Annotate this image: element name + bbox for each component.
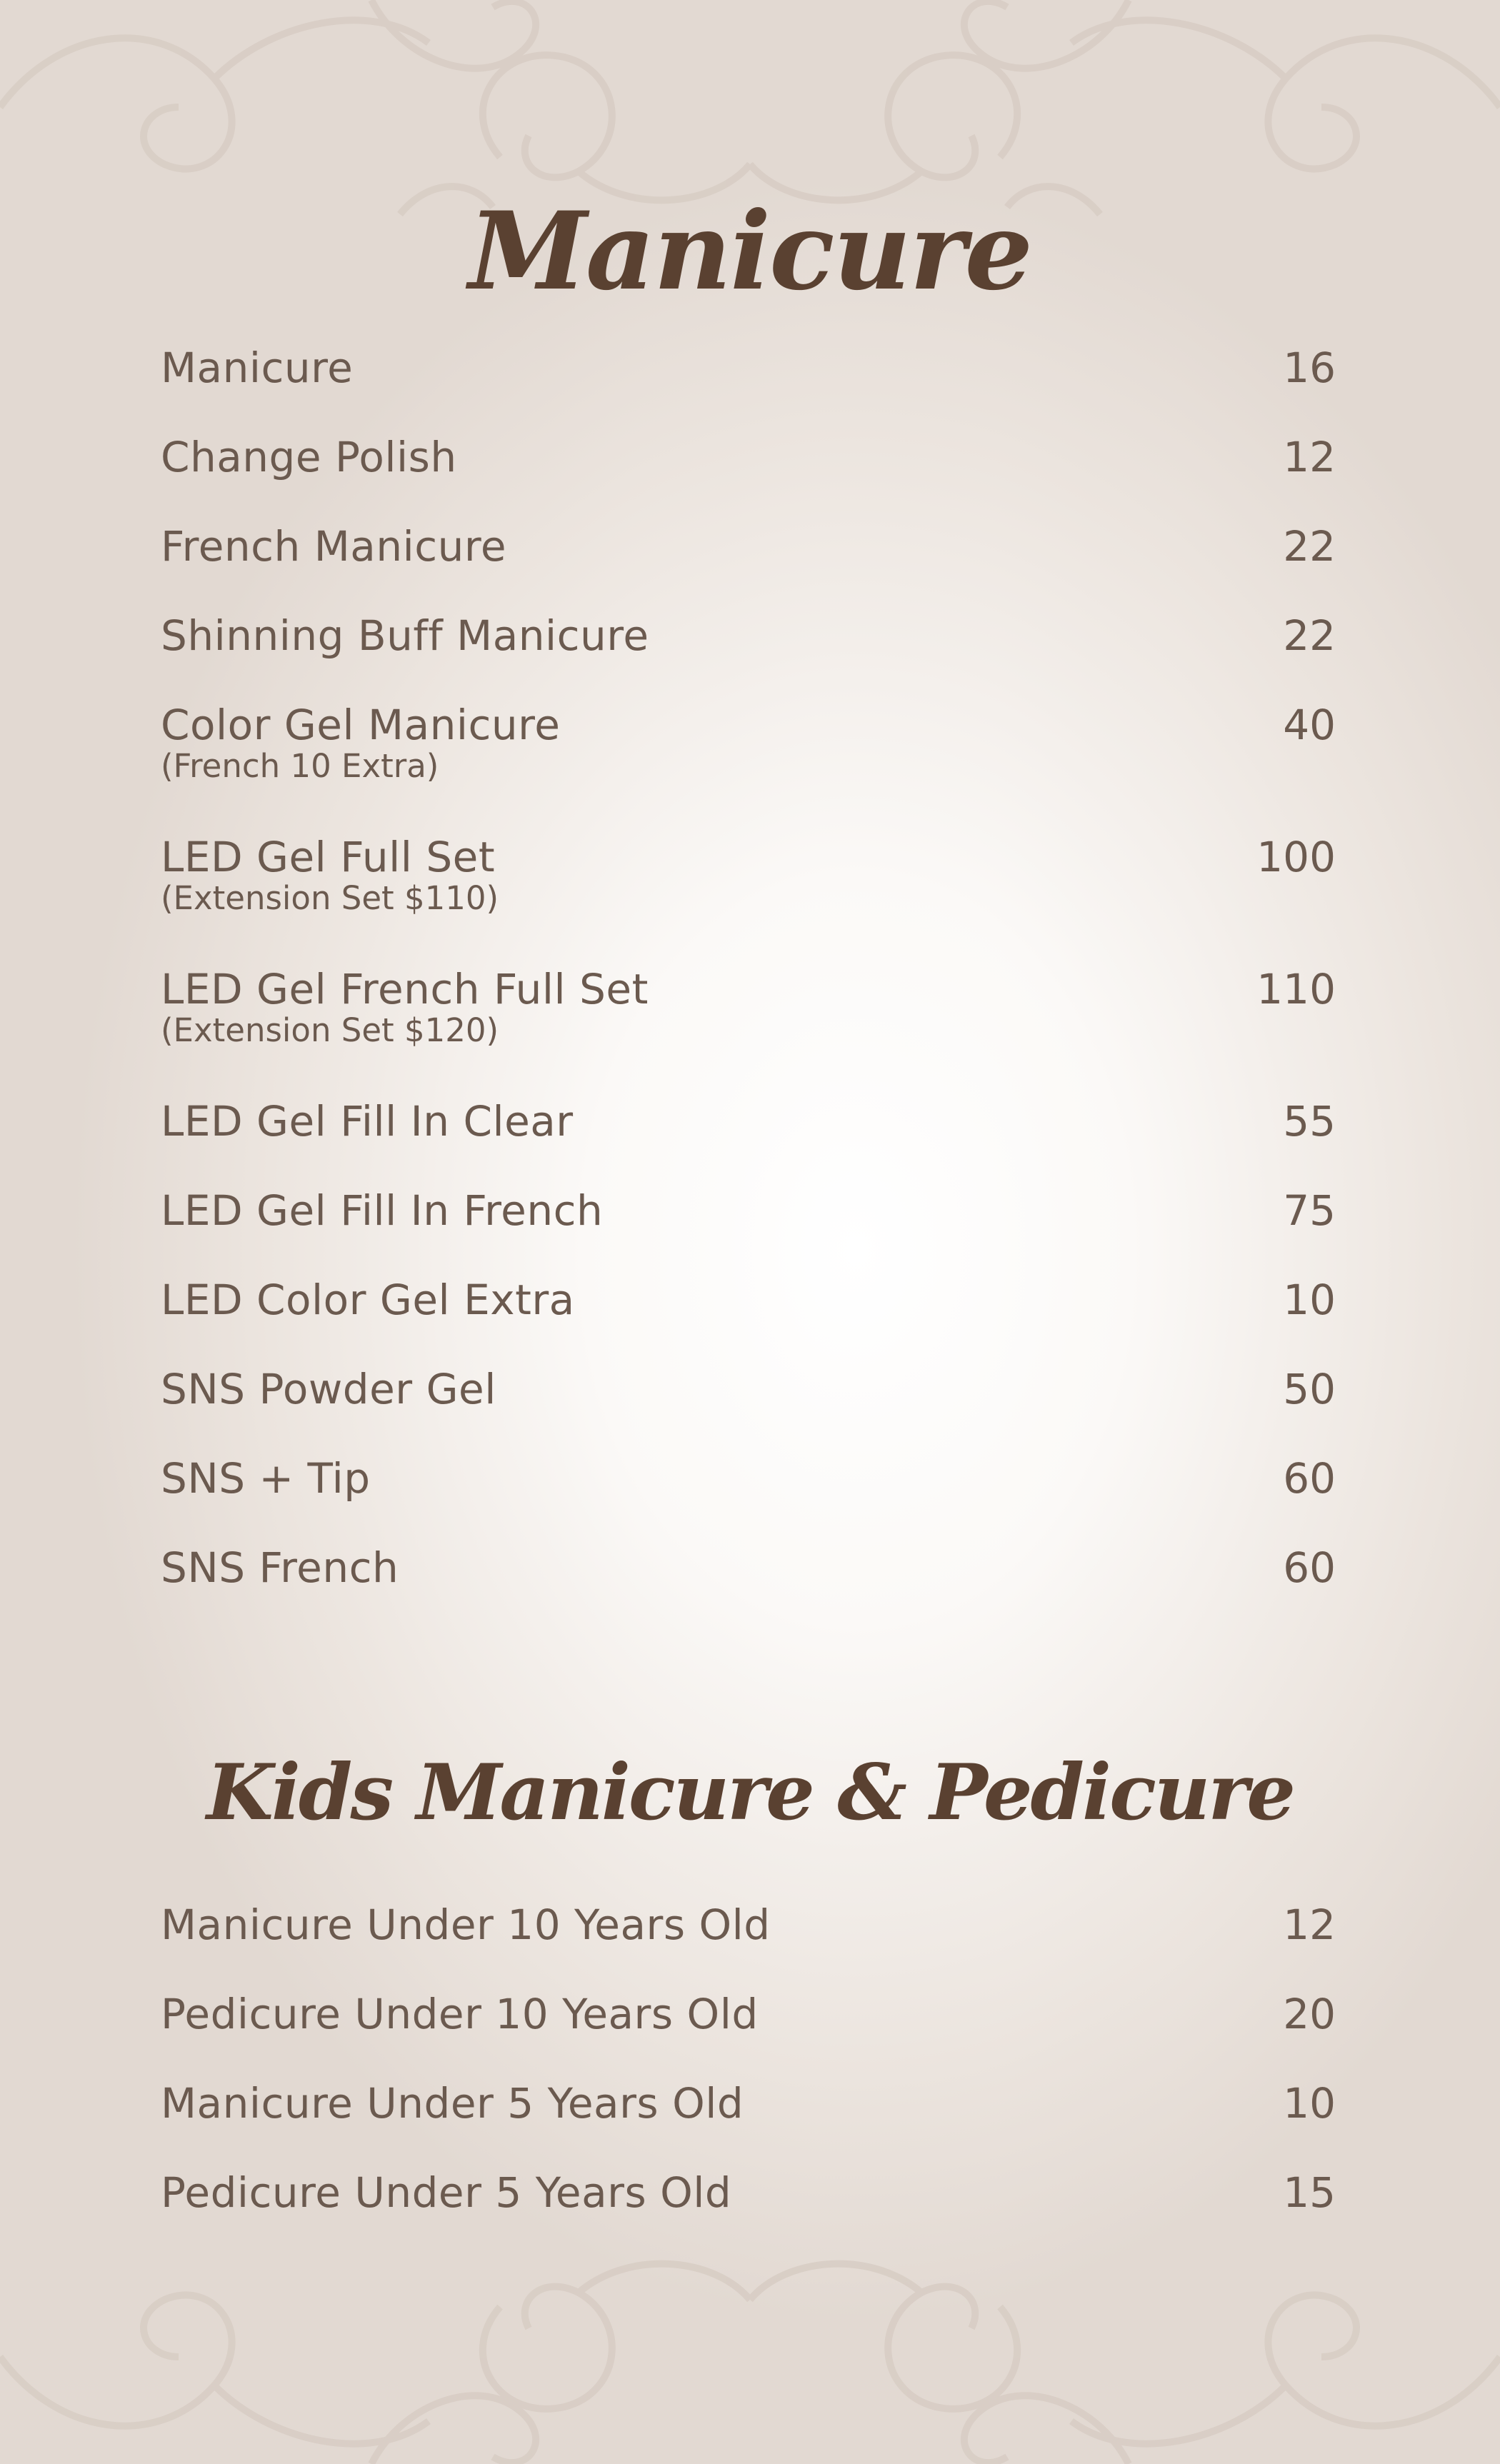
service-price: 50 [1283,1365,1336,1413]
service-name: Color Gel Manicure [161,701,561,749]
service-price: 75 [1283,1186,1336,1235]
service-price: 15 [1283,2168,1336,2217]
service-price: 110 [1256,965,1336,1013]
service-name: LED Gel Fill In Clear [161,1097,574,1146]
service-price: 100 [1256,833,1336,881]
service-name: Pedicure Under 5 Years Old [161,2168,732,2217]
service-name: Change Polish [161,433,457,481]
list-item [161,2168,1336,2257]
service-name: SNS Powder Gel [161,1365,496,1413]
list-item [161,1186,1336,1275]
list-item [161,1275,1336,1364]
list-item [161,700,1336,832]
list-item [161,611,1336,700]
service-name: Pedicure Under 10 Years Old [161,1990,759,2038]
service-name: Manicure Under 5 Years Old [161,2079,744,2128]
list-item [161,343,1336,432]
manicure-section-title: Manicure [468,189,1032,314]
service-name: Manicure Under 10 Years Old [161,1900,771,1949]
kids-price-list [161,1900,1336,2257]
list-item [161,521,1336,611]
list-item [161,1364,1336,1453]
service-name: Manicure [161,344,354,392]
service-price: 16 [1283,344,1336,392]
service-price: 12 [1283,433,1336,481]
service-name: Shinning Buff Manicure [161,611,649,660]
service-price: 60 [1283,1454,1336,1503]
service-note: (French 10 Extra) [161,747,439,785]
list-item [161,1096,1336,1186]
service-note: (Extension Set $120) [161,1011,499,1049]
bottom-swirl-ornament [0,2228,1500,2464]
kids-section-title: Kids Manicure & Pedicure [206,1748,1294,1838]
service-price: 12 [1283,1900,1336,1949]
list-item [161,1453,1336,1543]
service-price: 40 [1283,701,1336,749]
service-name: LED Gel Fill In French [161,1186,604,1235]
manicure-price-list [161,343,1336,1632]
list-item [161,964,1336,1096]
service-price: 20 [1283,1990,1336,2038]
service-name: LED Gel Full Set [161,833,496,881]
service-name: French Manicure [161,522,507,571]
list-item [161,1989,1336,2078]
list-item [161,2078,1336,2168]
list-item [161,432,1336,521]
service-name: LED Color Gel Extra [161,1276,575,1324]
service-name: SNS + Tip [161,1454,371,1503]
service-price: 55 [1283,1097,1336,1146]
list-item [161,1900,1336,1989]
service-price: 10 [1283,2079,1336,2128]
service-price: 10 [1283,1276,1336,1324]
service-price: 22 [1283,522,1336,571]
list-item [161,1543,1336,1632]
service-name: LED Gel French Full Set [161,965,649,1013]
service-price: 60 [1283,1543,1336,1592]
list-item [161,832,1336,964]
service-price: 22 [1283,611,1336,660]
service-note: (Extension Set $110) [161,879,499,917]
service-name: SNS French [161,1543,399,1592]
